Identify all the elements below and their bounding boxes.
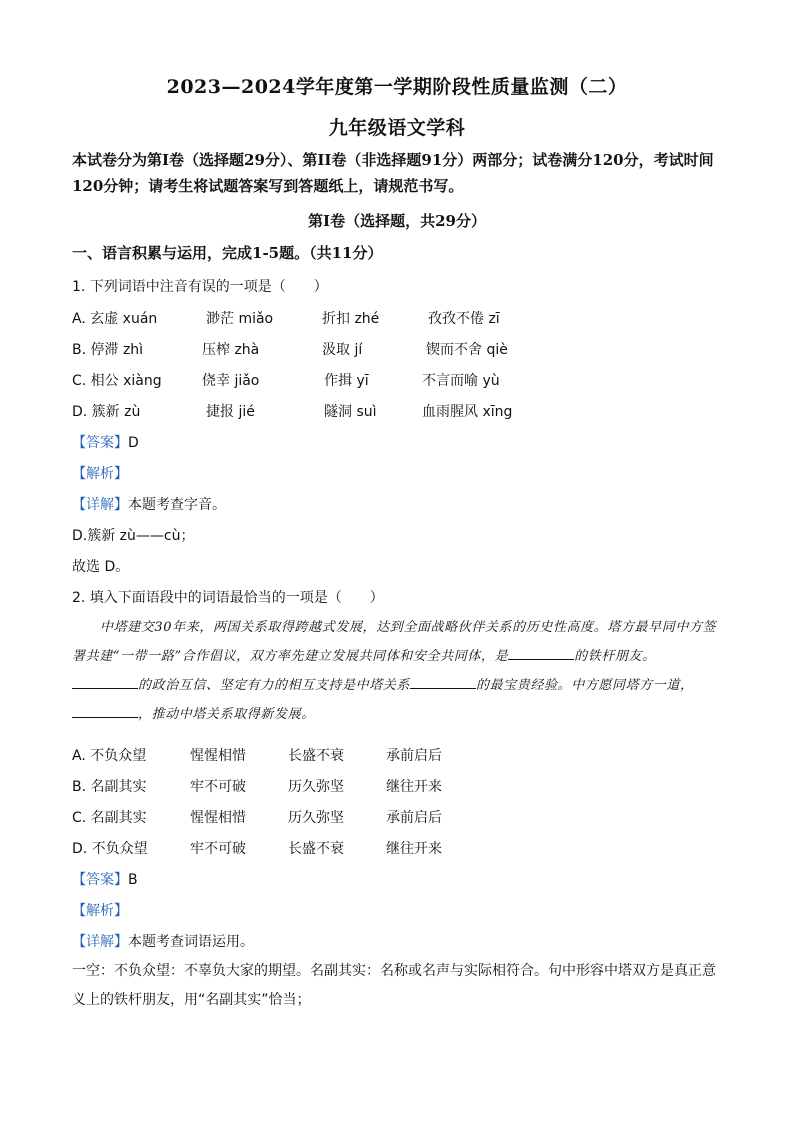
q1-option-b-3: 汲取 jí bbox=[322, 342, 363, 358]
q1-analysis-tag: 【解析】 bbox=[72, 466, 128, 482]
q2-option-b-3: 历久弥坚 bbox=[288, 779, 344, 795]
exam-instructions: 本试卷分为第I卷（选择题29分）、第II卷（非选择题91分）两部分；试卷满分120分，考试时间120分钟；请考生将试题答案写到答题纸上，请规范书写。 bbox=[72, 151, 714, 195]
q2-passage-part-b: 的铁杆朋友。 bbox=[574, 649, 656, 664]
q2-analysis bbox=[72, 900, 128, 920]
q1-answer-value: D bbox=[128, 435, 139, 451]
q1-option-c-2: 侥幸 jiǎo bbox=[202, 373, 260, 389]
q1-option-b-4: 锲而不舍 qiè bbox=[426, 342, 508, 358]
q1-option-d-2: 捷报 jié bbox=[206, 404, 255, 420]
q2-option-d-3: 长盛不衰 bbox=[288, 841, 344, 857]
q2-option-a-4: 承前启后 bbox=[386, 748, 442, 764]
q1-explanation: D.簇新 zù——cù； bbox=[72, 528, 195, 544]
q2-stem: 2. 填入下面语段中的词语最恰当的一项是（ ） bbox=[72, 590, 384, 606]
part-heading: 一、语言积累与运用，完成1-5题。（共11分） bbox=[72, 244, 383, 262]
q1-option-a-1: A. 玄虚 xuán bbox=[72, 311, 158, 327]
q1-detail bbox=[72, 494, 226, 514]
q2-option-c-4: 承前启后 bbox=[386, 810, 442, 826]
q2-detail-text: 本题考查词语运用。 bbox=[128, 934, 254, 950]
q2-detail-tag: 【详解】 bbox=[72, 934, 128, 950]
q2-option-b-4: 继往开来 bbox=[386, 779, 442, 795]
exam-subject: 九年级语文学科 bbox=[328, 117, 466, 139]
q1-stem: 1. 下列词语中注音有误的一项是（ ） bbox=[72, 279, 328, 295]
q2-answer-tag: 【答案】 bbox=[72, 872, 128, 888]
section-heading: 第I卷（选择题，共29分） bbox=[308, 212, 486, 230]
q2-passage-part-a: 中塔建交30年来，两国关系取得跨越式发展，达到全面战略伙伴关系的历史性高度。塔方最早同中方签署共建“一带一路”合作倡议，双方率先建立发展共同体和安全共同体，是 bbox=[72, 620, 717, 664]
q2-option-d-1: D. 不负众望 bbox=[72, 841, 148, 857]
q2-option-a-3: 长盛不衰 bbox=[288, 748, 344, 764]
q2-detail bbox=[72, 931, 254, 951]
q1-option-b-1: B. 停滞 zhì bbox=[72, 342, 144, 358]
q2-passage-line2 bbox=[72, 671, 694, 700]
q1-option-d-3: 隧洞 suì bbox=[324, 404, 377, 420]
q2-option-d-2: 牢不可破 bbox=[190, 841, 246, 857]
q2-option-d-4: 继往开来 bbox=[386, 841, 442, 857]
q1-option-c-3: 作揖 yī bbox=[324, 373, 369, 389]
q2-blank-2 bbox=[72, 675, 138, 689]
q2-passage-line3 bbox=[72, 700, 315, 729]
q2-option-a-2: 惺惺相惜 bbox=[190, 748, 246, 764]
q2-passage-part-d: 的最宝贵经验。中方愿同塔方一道， bbox=[476, 678, 694, 693]
q2-passage-part-e: ，推动中塔关系取得新发展。 bbox=[138, 707, 315, 722]
q1-option-d-4: 血雨腥风 xīng bbox=[422, 404, 513, 420]
q2-option-c-2: 惺惺相惜 bbox=[190, 810, 246, 826]
q1-option-a-3: 折扣 zhé bbox=[322, 311, 380, 327]
q1-option-b-2: 压榨 zhà bbox=[202, 342, 260, 358]
q1-option-a-4: 孜孜不倦 zī bbox=[428, 311, 500, 327]
q1-detail-tag: 【详解】 bbox=[72, 497, 128, 513]
q1-analysis bbox=[72, 463, 128, 483]
q2-blank-3 bbox=[410, 675, 476, 689]
q2-answer bbox=[72, 869, 138, 889]
q1-option-d-1: D. 簇新 zù bbox=[72, 404, 141, 420]
q1-option-c-1: C. 相公 xiàng bbox=[72, 373, 162, 389]
q2-option-b-1: B. 名副其实 bbox=[72, 779, 147, 795]
q2-option-a-1: A. 不负众望 bbox=[72, 748, 147, 764]
q2-option-c-1: C. 名副其实 bbox=[72, 810, 147, 826]
q1-detail-text: 本题考查字音。 bbox=[128, 497, 226, 513]
q1-answer bbox=[72, 432, 139, 452]
q2-blank-4 bbox=[72, 704, 138, 718]
q2-blank-1 bbox=[508, 646, 574, 660]
q2-option-c-3: 历久弥坚 bbox=[288, 810, 344, 826]
exam-title: 2023—2024学年度第一学期阶段性质量监测（二） bbox=[166, 76, 628, 98]
q1-conclusion: 故选 D。 bbox=[72, 559, 130, 575]
q2-explanation: 一空：不负众望：不辜负大家的期望。名副其实：名称或名声与实际相符合。句中形容中塔双方是真正意义上的铁杆朋友，用“名副其实”恰当； bbox=[72, 963, 716, 1008]
q2-passage bbox=[72, 613, 720, 729]
q2-answer-value: B bbox=[128, 872, 138, 888]
q1-option-a-2: 渺茫 miǎo bbox=[206, 311, 274, 327]
q2-passage-part-c: 的政治互信、坚定有力的相互支持是中塔关系 bbox=[138, 678, 411, 693]
q2-option-b-2: 牢不可破 bbox=[190, 779, 246, 795]
q2-analysis-tag: 【解析】 bbox=[72, 903, 128, 919]
q1-option-c-4: 不言而喻 yù bbox=[422, 373, 500, 389]
q1-answer-tag: 【答案】 bbox=[72, 435, 128, 451]
